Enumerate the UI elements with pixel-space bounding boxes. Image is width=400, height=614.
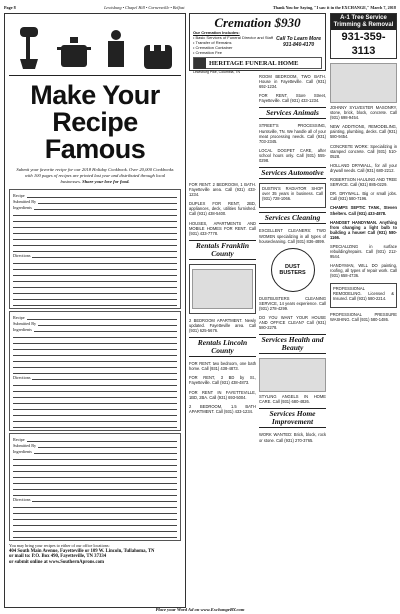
recipe-headline: Make Your Recipe Famous xyxy=(30,80,160,164)
list-item: JOHNNY SYLVESTER MASONRY, stone, brick, block, concrete. Call (931) 698-9454. xyxy=(330,105,397,121)
list-item: STYLING ANGELS IN HOME CARE. Call (931) 680-4826. xyxy=(259,394,326,405)
form-label: Ingredients xyxy=(13,205,32,210)
cremation-title: Cremation $930 xyxy=(214,15,301,30)
list-item: DO YOU WANT YOUR HOUSE AND OFFICE CLEAN? Call (931) 580-2278. xyxy=(259,314,326,331)
dust-busters-logo-icon: DUST BUSTERS xyxy=(271,248,315,292)
recipe-name-field[interactable] xyxy=(27,316,177,320)
list-item xyxy=(189,264,256,314)
directions-field[interactable] xyxy=(32,376,177,380)
toaster-icon xyxy=(142,41,174,71)
section-header-lincoln: Rentals Lincoln County xyxy=(189,337,256,357)
pot-icon xyxy=(57,33,91,71)
rental-photo xyxy=(192,269,253,309)
classified-column-4 xyxy=(330,13,397,326)
recipe-name-field[interactable] xyxy=(27,438,177,442)
list-item: EXCELLENT CLEANERS: TWO WOMEN specializing in all types of housecleaning. Call (931) 836-4899. xyxy=(259,228,326,244)
recipe-ad xyxy=(4,13,186,608)
directions-field[interactable] xyxy=(32,498,177,502)
list-item: FOR RENT, Store Street, Fayetteville. Call (931) 433-1234. xyxy=(259,93,326,104)
header-towns: Lewisburg • Chapel Hill • Cornersville • Belfast xyxy=(104,4,185,10)
list-item: DUSTBUSTERS CLEANING SERVICE, 14 years experience. Call (931) 278-4299. xyxy=(259,295,326,311)
page-number: Page 8 xyxy=(4,4,16,10)
form-label: Submitted By xyxy=(13,199,37,204)
cremation-items: • Basic Services of Funeral Director and Staff • Transfer of Remains • Cremation Container • Cremation Fee xyxy=(193,35,274,55)
list-item: DUSTIN'S RADIATOR SHOP over 35 years in business. Call (931) 728-1066. xyxy=(259,183,326,208)
cremation-call: Call To Learn More 931-840-4170 xyxy=(276,36,321,48)
tree-service-phone[interactable]: 931-359-3113 xyxy=(341,31,386,57)
list-item: HANDYMAN, WILL DO painting, roofing, all types of repair work. Call (931) 658-4736. xyxy=(330,263,397,279)
list-item: CHAMPS SEPTIC TANK, Steven Shelters. Call (931) 433-4878. xyxy=(330,205,397,216)
list-item: HOUSES, APARTMENTS AND MOBILE HOMES FOR RENT. Call (931) 433-7778. xyxy=(189,220,256,236)
list-item: LOCAL DOGPET CARE, after school hours only. Call (931) 555-0298. xyxy=(259,147,326,164)
list-item: DR. DRYWALL. Big or small jobs. Call (931) 580-7196. xyxy=(330,191,397,202)
list-item: PROFESSIONAL REMODELING. Licensed & Insured. Call (931) 580-2214. xyxy=(330,283,397,308)
list-item: WORK WANTED: Brick, block, rock or stone. Call (931) 270-3765. xyxy=(259,432,326,443)
recipe-website-link[interactable]: or submit online at www.SouthernAprons.com xyxy=(9,559,104,565)
list-item: ROBERTSON HAULING AND TREE SERVICE. Call (931) 885-0229. xyxy=(330,177,397,188)
list-item: STREET'S PROCESSING, Huntsville, TN. We handle all of your meat processing needs. Call (931) 703-2345. xyxy=(259,123,326,144)
section-header-animals: Services Animals xyxy=(259,107,326,119)
list-item: PROFESSIONAL PRESSURE WASHING. Call (931) 580-1486. xyxy=(330,311,397,322)
cremation-subtitle: Our Cremation Includes: xyxy=(193,30,240,35)
submitted-by-field[interactable] xyxy=(38,322,177,326)
tree-photo xyxy=(330,63,397,103)
ingredients-field[interactable] xyxy=(34,328,177,332)
recipe-form-1 xyxy=(9,189,181,309)
section-header-cleaning: Services Cleaning xyxy=(259,212,326,224)
kettle-icon xyxy=(105,27,127,71)
cremation-address: Lewisburg Pike, Columbia, TN xyxy=(193,70,241,74)
list-item: FOR RENT, 3 BD by St., Fayetteville. Call (931) 438-4873. xyxy=(189,375,256,386)
section-header-automotive: Services Automotive xyxy=(259,167,326,179)
health-photo xyxy=(259,358,326,392)
list-item: FOR RENT IN FAYETTEVILLE, 1BD, 2BA. Call (931) 693-5004. xyxy=(189,389,256,400)
recipe-footer: You may bring your recipes to either of our office locations: 404 South Main Avenue, Fayetteville or 109 W. Lincoln, Tullahoma, TN or mail to: P.O. Box 490, Fayetteville, TN 37334 or submit online at www.SouthernAprons.com xyxy=(9,543,181,565)
recipe-name-field[interactable] xyxy=(27,194,177,198)
classified-column-3 xyxy=(259,74,326,447)
mixer-icon xyxy=(16,21,42,71)
list-item: ROOM BEDROOM, TWO BATH. House in Fayetteville. Call (931) 692-1234. xyxy=(259,74,326,90)
list-item: 2 BEDROOM, 1.5 BATH APARTMENT. Call (931) 433-1234. xyxy=(189,403,256,414)
submitted-by-field[interactable] xyxy=(38,200,177,204)
directions-field[interactable] xyxy=(32,254,177,258)
cremation-phone[interactable]: 931-840-4170 xyxy=(283,42,315,48)
recipe-subtext-bold: Share your love for food. xyxy=(82,179,130,184)
list-item: HOLLAND DRYWALL, for all your drywall needs. Call (931) 680-2212. xyxy=(330,162,397,173)
form-label: Submitted By xyxy=(13,321,37,326)
tree-service-ad xyxy=(330,13,397,59)
recipe-subtext: Submit your favorite recipe for our 2018 Holiday Cookbook. Over 20,000 Cookbooks with 100 pages of recipes are printed last year and distributed through local businesses. Share your love for food. xyxy=(16,167,174,184)
list-item: 2 BEDROOM APARTMENT. Newly updated. Fayetteville area. Call (931) 625-5676. xyxy=(189,317,256,334)
recipe-form-3 xyxy=(9,433,181,541)
list-item: FOR RENT: two bedroom, one bath home. Call (931) 438-4873. xyxy=(189,361,256,372)
form-label: Recipe xyxy=(13,315,25,320)
kitchen-appliances-illustration xyxy=(9,16,181,76)
section-header-health: Services Health and Beauty xyxy=(259,334,326,354)
form-label: Submitted By xyxy=(13,443,37,448)
recipe-form-2 xyxy=(9,311,181,431)
ingredients-field[interactable] xyxy=(34,206,177,210)
form-label: Recipe xyxy=(13,193,25,198)
heritage-logo-icon xyxy=(194,58,206,69)
form-label: Ingredients xyxy=(13,327,32,332)
page-footer: Place your Word Ad on www.ExchangeBY.com xyxy=(155,607,245,612)
list-item: SPECIALIZING in surface rebuilding/repairs. Call (931) 212-9544. xyxy=(330,243,397,260)
section-header-home-improvement: Services Home Improvement xyxy=(259,408,326,428)
form-label: Directions xyxy=(13,497,31,502)
section-header-franklin: Rentals Franklin County xyxy=(189,240,256,260)
form-label: Recipe xyxy=(13,437,25,442)
form-label: Directions xyxy=(13,375,31,380)
list-item: NEW ADDITIONS, REMODELING, painting, plumbing, decks. Call (931) 580-9454. xyxy=(330,124,397,140)
classified-column-2 xyxy=(189,182,256,418)
heritage-brand: HERITAGE FUNERAL HOME xyxy=(193,57,322,69)
form-label: Directions xyxy=(13,253,31,258)
list-item: DUPLEX FOR RENT, 2BD, appliances, deck, utilities furnished. Call (931) 438-5400. xyxy=(189,201,256,217)
list-item: CONCRETE WORK: Specializing in stamped concrete. Call (931) 510-0528. xyxy=(330,143,397,159)
cremation-ad xyxy=(189,13,326,74)
ingredients-field[interactable] xyxy=(34,450,177,454)
form-label: Ingredients xyxy=(13,449,32,454)
list-item: HANDSET HANDYMAN. Anything from changing a light bulb to building a house! Call (931) 580-1166. xyxy=(330,219,397,240)
page-header xyxy=(4,3,396,11)
header-tagline: Thank You for Saying, "I saw it in the EXCHANGE," March 7, 2018 xyxy=(272,4,396,10)
submitted-by-field[interactable] xyxy=(38,444,177,448)
tree-service-header: A-1 Tree Service Trimming & Removal xyxy=(331,14,396,30)
list-item: FOR RENT: 2 BEDROOM, 1 BATH. Fayetteville area. Call (931) 433-1234. xyxy=(189,182,256,198)
